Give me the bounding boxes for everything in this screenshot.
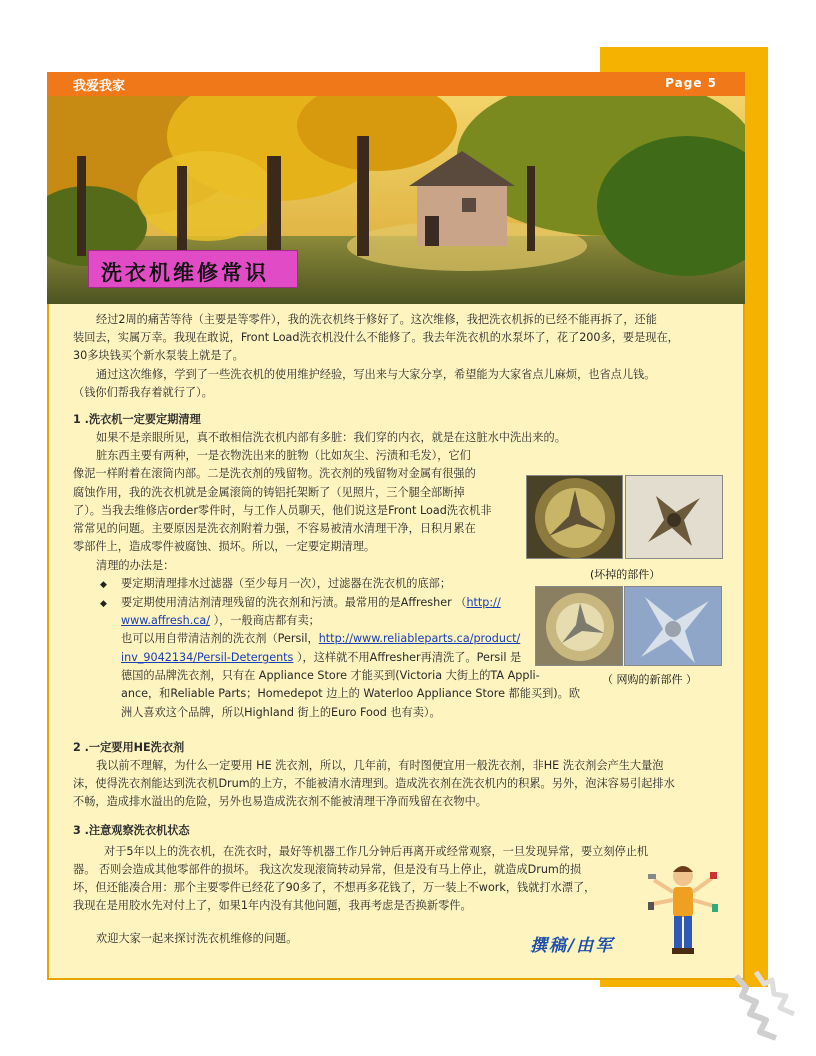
paragraph-line: 我以前不理解，为什么一定要用 HE 洗衣剂，所以，几年前，有时图便宜用一般洗衣剂，非HE 洗衣剂会产生大量泡 — [96, 759, 664, 772]
paragraph-line: 像泥一样附着在滚筒内部。二是洗衣剂的残留物。洗衣剂的残留物对金属有很强的 — [73, 467, 476, 480]
paragraph-line: 我现在是用胶水先对付上了，如果1年内没有其他问题，我再考虑是否换新零件。 — [73, 899, 472, 912]
broken-part-photo-2 — [625, 475, 723, 559]
page-header — [47, 72, 745, 96]
article-title: 洗衣机维修常识 — [101, 260, 269, 285]
new-part-photo-2 — [624, 586, 722, 666]
paragraph-line: 常常见的问题。主要原因是洗衣剂附着力强，不容易被清水清理干净，日积月累在 — [73, 522, 476, 535]
paragraph-line: 了）。当我去维修店order零件时，与工作人员聊天，他们说这是Front Load洗衣机非 — [73, 504, 492, 517]
paragraph-line: 脏东西主要有两种，一是衣物洗出来的脏物（比如灰尘、污渍和毛发），它们 — [96, 449, 471, 462]
paragraph-line: 不畅，造成排水溢出的危险，另外也易造成洗衣剂不能被清理干净而残留在衣物中。 — [73, 795, 487, 808]
broken-part-photo-1 — [526, 475, 623, 559]
handyman-clipart — [648, 860, 718, 965]
intro-line: 通过这次维修，学到了一些洗衣机的使用维护经验，写出来与大家分享，希望能为大家省点儿麻烦，也省点儿钱。 — [96, 368, 656, 381]
bullet-item: 要定期清理排水过滤器（至少每月一次），过滤器在洗衣机的底部； — [121, 577, 452, 590]
closing-line: 欢迎大家一起来探讨洗衣机维修的问题。 — [96, 932, 298, 945]
bullet-item-line: ance，和Reliable Parts；Homedepot 边上的 Waterloo Appliance Store 都能买到)。欧 — [121, 687, 581, 700]
paragraph-line: 腐蚀作用，我的洗衣机就是金属滚筒的铸铝托架断了（见照片，三个腿全部断掉 — [73, 486, 465, 499]
section-heading: 1 .洗衣机一定要定期清理 — [73, 413, 201, 426]
photo-caption: （ 网购的新部件 ） — [602, 673, 697, 686]
bullet-text: 要定期使用清洁剂清理残留的洗衣剂和污渍。最常用的是Affresher （ — [121, 596, 467, 609]
intro-line: 30多块钱买个新水泵装上就是了。 — [73, 349, 244, 362]
paragraph-line: 器。 否则会造成其他零部件的损坏。 我这次发现滚筒转动异常，但是没有马上停止，就造成Drum的损 — [73, 863, 582, 876]
paragraph-line: 沫，使得洗衣剂能达到洗衣机Drum的上方，不能被清水清理到。造成洗衣剂在洗衣机内的积累。另外，泡沫容易引起排水 — [73, 777, 675, 790]
new-part-photo-1 — [535, 586, 623, 666]
intro-line: （钱你们帮我存着就行了）。 — [73, 386, 213, 399]
author-signature: 撰稿/由军 — [530, 936, 615, 956]
section-heading: 2 .一定要用HE洗衣剂 — [73, 741, 185, 754]
section-title: 我爱我家 — [73, 79, 126, 94]
affresh-link[interactable]: http:// — [466, 596, 501, 609]
bullet-item-line — [121, 630, 520, 648]
bullet-item-line — [121, 612, 320, 630]
bullet-item-line — [121, 649, 521, 667]
paragraph-line: 清理的办法是： — [96, 559, 175, 572]
section-heading: 3 .注意观察洗衣机状态 — [73, 824, 190, 837]
intro-line: 装回去，实属万幸。我现在敢说，Front Load洗衣机没什么不能修了。我去年洗衣机的水泵坏了，花了200多，要是现在， — [73, 331, 679, 344]
intro-line: 经过2周的痛苦等待（主要是等零件），我的洗衣机终于修好了。这次维修，我把洗衣机拆的已经不能再拆了，还能 — [96, 313, 657, 326]
page-number: Page 5 — [665, 76, 717, 90]
bullet-text: 也可以用自带清洁剂的洗衣剂（Persil， — [121, 632, 319, 645]
bullet-text: ），这样就不用Affresher再清洗了。Persil 是 — [293, 651, 522, 664]
article-title-box — [88, 250, 298, 288]
bullet-text: ），一般商店都有卖； — [210, 614, 320, 627]
decorative-flourish — [716, 966, 806, 1046]
affresh-link[interactable]: www.affresh.ca/ — [121, 614, 211, 627]
paragraph-line: 坏，但还能凑合用：那个主要零件已经花了90多了，不想再多花钱了，万一装上不work，钱就打水漂了， — [73, 881, 596, 894]
bullet-icon: ◆ — [100, 580, 107, 590]
paragraph-line: 对于5年以上的洗衣机，在洗衣时，最好等机器工作几分钟后再离开或经常观察，一旦发现异常，要立刻停止机 — [104, 845, 649, 858]
photo-caption: (坏掉的部件） — [590, 568, 661, 581]
bullet-icon: ◆ — [100, 599, 107, 609]
paragraph-line: 零部件上，造成零件被腐蚀、损坏。所以，一定要定期清理。 — [73, 540, 376, 553]
bullet-item-line: 德国的品牌洗衣剂，只有在 Appliance Store 才能买到(Victoria 大街上的TA Appli- — [121, 669, 540, 682]
bullet-item-line — [121, 594, 501, 612]
bullet-item-line: 洲人喜欢这个品牌，所以Highland 街上的Euro Food 也有卖）。 — [121, 706, 441, 719]
persil-link[interactable]: inv_9042134/Persil-Detergents — [121, 651, 294, 664]
persil-link[interactable]: http://www.reliableparts.ca/product/ — [318, 632, 521, 645]
paragraph-line: 如果不是亲眼所见，真不敢相信洗衣机内部有多脏：我们穿的内衣，就是在这脏水中洗出来的。 — [96, 431, 566, 444]
